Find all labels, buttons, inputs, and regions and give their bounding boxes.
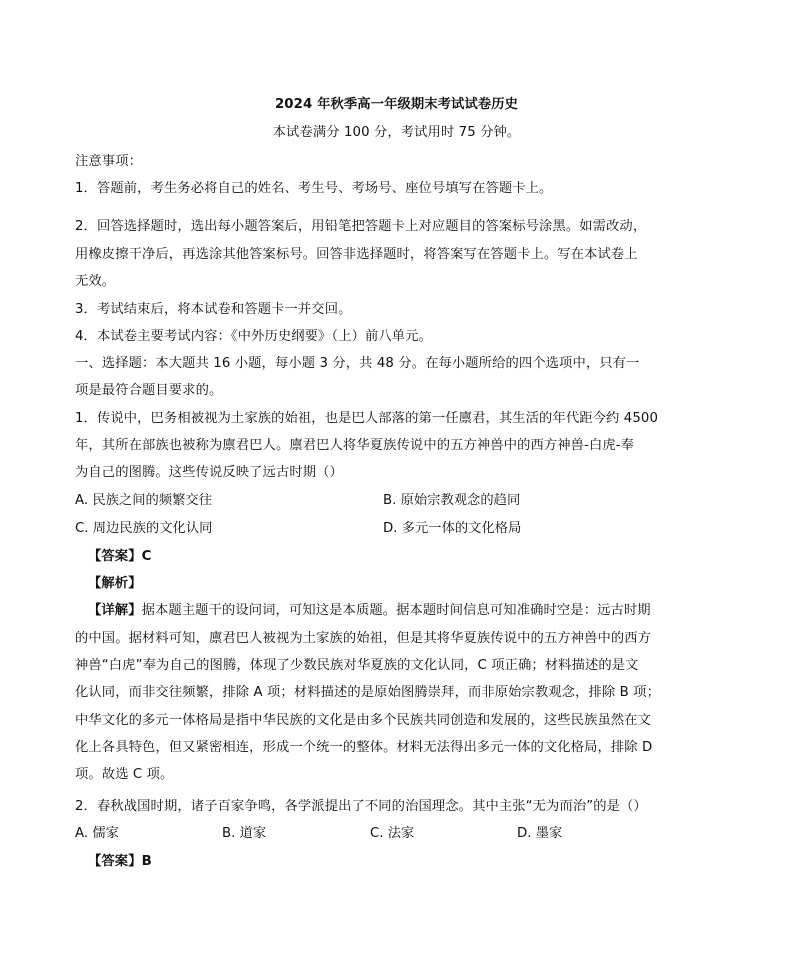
exam-subtitle: 本试卷满分 100 分，考试用时 75 分钟。 [272, 125, 521, 140]
note-1: 1．答题前，考生务必将自己的姓名、考生号、考场号、座位号填写在答题卡上。 [75, 181, 553, 196]
section-heading-line-2: 项是最符合题目要求的。 [75, 383, 223, 398]
question-2-option-c: C. 法家 [370, 826, 415, 841]
question-1-option-c: C. 周边民族的文化认同 [75, 521, 213, 536]
question-1-detail-line-2: 的中国。据材料可知，廪君巴人被视为土家族的始祖，但是其将华夏族传说中的五方神兽中的西方 [75, 631, 652, 646]
question-1-analysis-label: 【解析】 [88, 576, 142, 591]
question-1-option-a: A. 民族之间的频繁交往 [75, 493, 212, 508]
note-4: 4．本试卷主要考试内容：《中外历史纲要》（上）前八单元。 [75, 329, 432, 344]
question-1-line-1: 1．传说中，巴务相被视为土家族的始祖，也是巴人部落的第一任廪君，其生活的年代距今约 4500 [75, 411, 658, 426]
question-1-detail-line-3: 神兽“白虎”奉为自己的图腾，体现了少数民族对华夏族的文化认同，C 项正确；材料描述的是文 [75, 658, 639, 673]
question-2-option-d: D. 墨家 [517, 826, 563, 841]
question-1-answer: 【答案】C [88, 549, 152, 564]
detail-label: 【详解】 [88, 603, 142, 618]
question-2-option-a: A. 儒家 [75, 826, 119, 841]
note-2-line-2: 用橡皮擦干净后，再选涂其他答案标号。回答非选择题时，将答案写在答题卡上。写在本试卷上 [75, 247, 638, 262]
detail-text: 据本题主题干的设问词，可知这是本质题。据本题时间信息可知准确时空是：远古时期 [141, 603, 651, 618]
note-3: 3．考试结束后，将本试卷和答题卡一并交回。 [75, 302, 352, 317]
question-2-answer: 【答案】B [88, 854, 152, 869]
question-2-option-b: B. 道家 [222, 826, 267, 841]
question-1-option-d: D. 多元一体的文化格局 [383, 521, 522, 536]
question-1-detail-line-5: 中华文化的多元一体格局是指中华民族的文化是由多个民族共同创造和发展的，这些民族虽然在文 [75, 713, 652, 728]
notes-heading: 注意事项： [75, 154, 142, 169]
section-heading-line-1: 一、选择题：本大题共 16 小题，每小题 3 分，共 48 分。在每小题所给的四个选项中，只有一 [75, 356, 640, 371]
question-1-line-3: 为自己的图腾。这些传说反映了远古时期（） [75, 465, 343, 480]
exam-title: 2024 年秋季高一年级期末考试试卷历史 [274, 97, 519, 112]
question-2-line-1: 2．春秋战国时期，诸子百家争鸣，各学派提出了不同的治国理念。其中主张“无为而治”的是（） [75, 799, 647, 814]
question-1-detail-line-6: 化上各具特色，但又紧密相连，形成一个统一的整体。材料无法得出多元一体的文化格局，排除 D [75, 740, 653, 755]
question-1-detail-line-1 [88, 602, 733, 620]
question-1-detail-line-7: 项。故选 C 项。 [75, 767, 174, 782]
question-1-line-2: 年，其所在部族也被称为廪君巴人。廪君巴人将华夏族传说中的五方神兽中的西方神兽-白虎-奉 [75, 438, 635, 453]
question-1-detail-line-4: 化认同，而非交往频繁，排除 A 项；材料描述的是原始图腾崇拜，而非原始宗教观念，排除 B 项； [75, 685, 660, 700]
note-2-line-3: 无效。 [75, 274, 116, 289]
question-1-option-b: B. 原始宗教观念的趋同 [383, 493, 521, 508]
note-2-line-1: 2．回答选择题时，选出每小题答案后，用铅笔把答题卡上对应题目的答案标号涂黑。如需改动， [75, 219, 647, 234]
